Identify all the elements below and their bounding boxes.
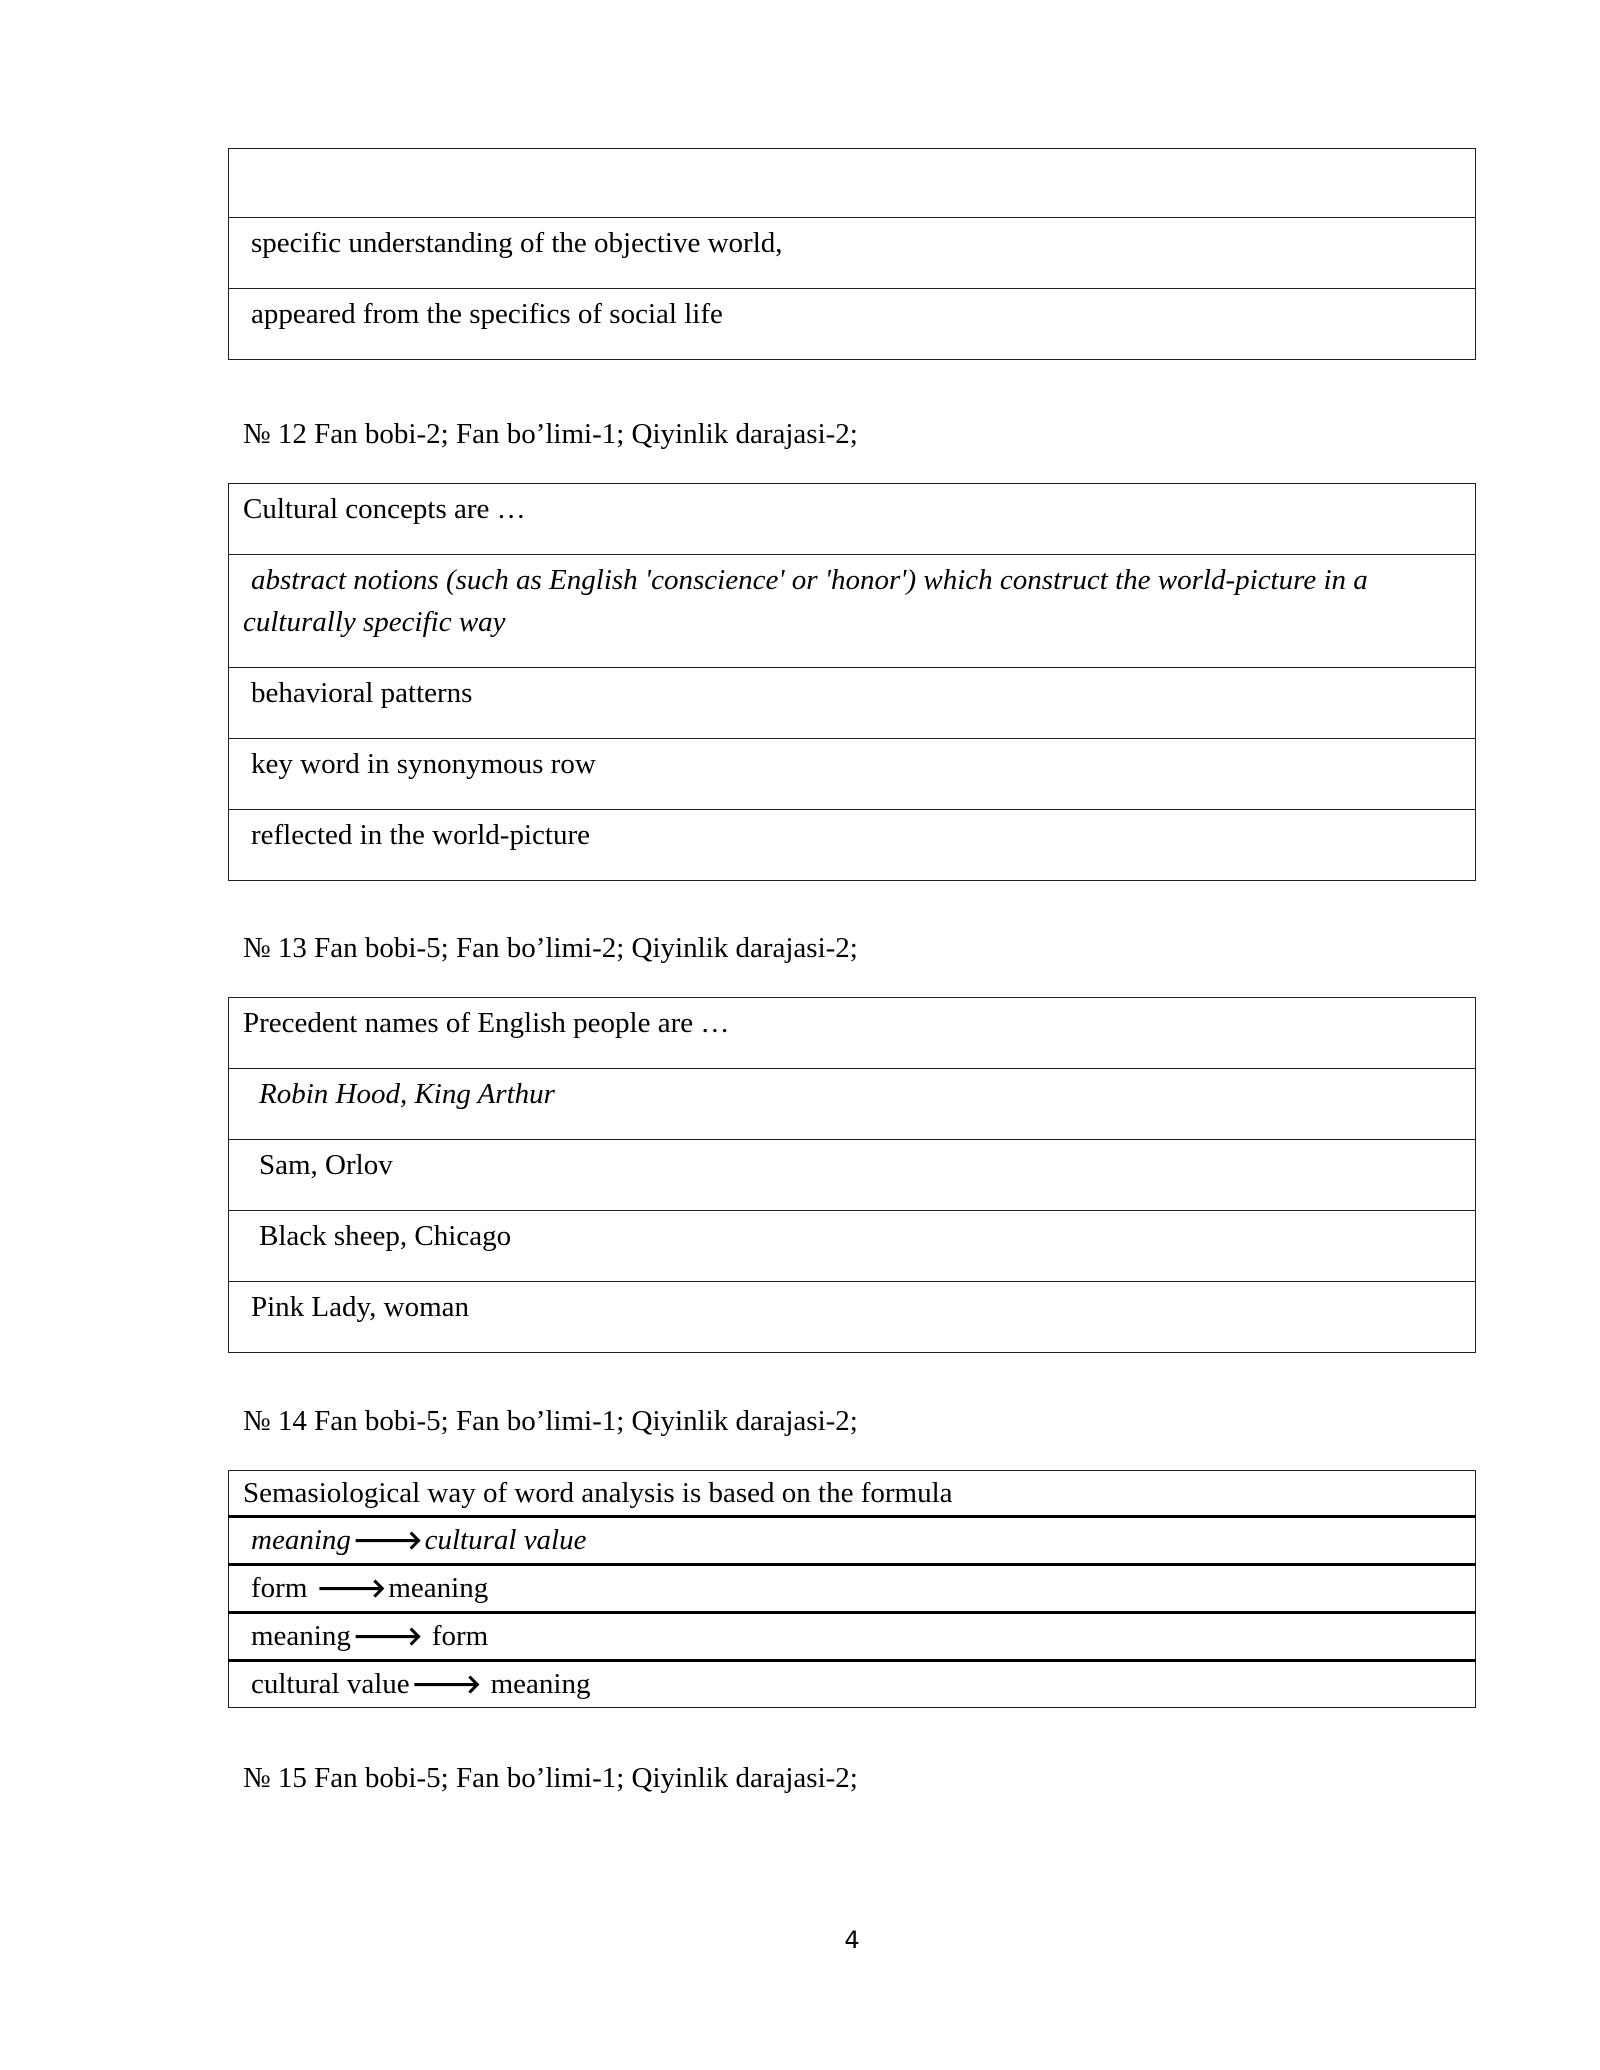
- answer-option-cell: Sam, Orlov: [229, 1140, 1476, 1211]
- right-arrow-icon: 🡒: [352, 1622, 423, 1652]
- question-text-cell: Semasiological way of word analysis is based on the formula: [229, 1471, 1476, 1517]
- answer-option-cell: specific understanding of the objective world,: [229, 218, 1476, 289]
- previous-question-table: [228, 148, 1476, 360]
- question-12-heading: № 12 Fan bobi-2; Fan bo’limi-1; Qiyinlik darajasi-2;: [243, 418, 858, 450]
- table-row: [229, 484, 1476, 555]
- formula-left: form: [251, 1572, 315, 1604]
- formula-left: meaning: [251, 1524, 351, 1556]
- answer-option-cell: Black sheep, Chicago: [229, 1211, 1476, 1282]
- table-row: [229, 1517, 1476, 1565]
- answer-option-cell: [229, 1613, 1476, 1661]
- table-row: [229, 810, 1476, 881]
- formula-left: meaning: [251, 1620, 351, 1652]
- answer-option-cell: reflected in the world-picture: [229, 810, 1476, 881]
- table-row: [229, 149, 1476, 218]
- right-arrow-icon: 🡒: [411, 1670, 482, 1700]
- table-row: [229, 218, 1476, 289]
- answer-option-cell: [229, 1661, 1476, 1708]
- question-15-heading: № 15 Fan bobi-5; Fan bo’limi-1; Qiyinlik darajasi-2;: [243, 1762, 858, 1794]
- page-number: 4: [844, 1926, 860, 1954]
- question-13-heading: № 13 Fan bobi-5; Fan bo’limi-2; Qiyinlik darajasi-2;: [243, 932, 858, 964]
- formula-left: cultural value: [251, 1668, 410, 1700]
- question-12-table: [228, 483, 1476, 881]
- answer-option-cell: behavioral patterns: [229, 668, 1476, 739]
- question-14-table: [228, 1470, 1476, 1708]
- table-row: [229, 739, 1476, 810]
- formula-right: meaning: [388, 1572, 489, 1604]
- answer-option-cell: Pink Lady, woman: [229, 1282, 1476, 1353]
- question-text-cell: Cultural concepts are …: [229, 484, 1476, 555]
- answer-option-cell: [229, 1565, 1476, 1613]
- formula-right: form: [424, 1620, 489, 1652]
- right-arrow-icon: 🡒: [352, 1526, 423, 1556]
- table-row: [229, 555, 1476, 668]
- table-row: [229, 1069, 1476, 1140]
- table-row: [229, 1140, 1476, 1211]
- table-row: [229, 1565, 1476, 1613]
- question-14-heading: № 14 Fan bobi-5; Fan bo’limi-1; Qiyinlik darajasi-2;: [243, 1405, 858, 1437]
- question-text-cell: Precedent names of English people are …: [229, 998, 1476, 1069]
- table-row: [229, 1282, 1476, 1353]
- table-row: [229, 998, 1476, 1069]
- answer-option-cell: appeared from the specifics of social life: [229, 289, 1476, 360]
- table-row: [229, 1661, 1476, 1708]
- answer-option-cell: [229, 1517, 1476, 1565]
- answer-option-cell: [229, 149, 1476, 218]
- answer-option-cell: Robin Hood, King Arthur: [229, 1069, 1476, 1140]
- table-row: [229, 668, 1476, 739]
- table-row: [229, 1471, 1476, 1517]
- table-row: [229, 1211, 1476, 1282]
- formula-right: meaning: [483, 1668, 591, 1700]
- answer-option-cell: key word in synonymous row: [229, 739, 1476, 810]
- question-13-table: [228, 997, 1476, 1353]
- formula-right: cultural value: [424, 1524, 587, 1556]
- right-arrow-icon: 🡒: [316, 1574, 387, 1604]
- table-row: [229, 1613, 1476, 1661]
- table-row: [229, 289, 1476, 360]
- answer-option-cell: abstract notions (such as English 'conscience' or 'honor') which construct the world-picture in a culturally specific way: [229, 555, 1476, 668]
